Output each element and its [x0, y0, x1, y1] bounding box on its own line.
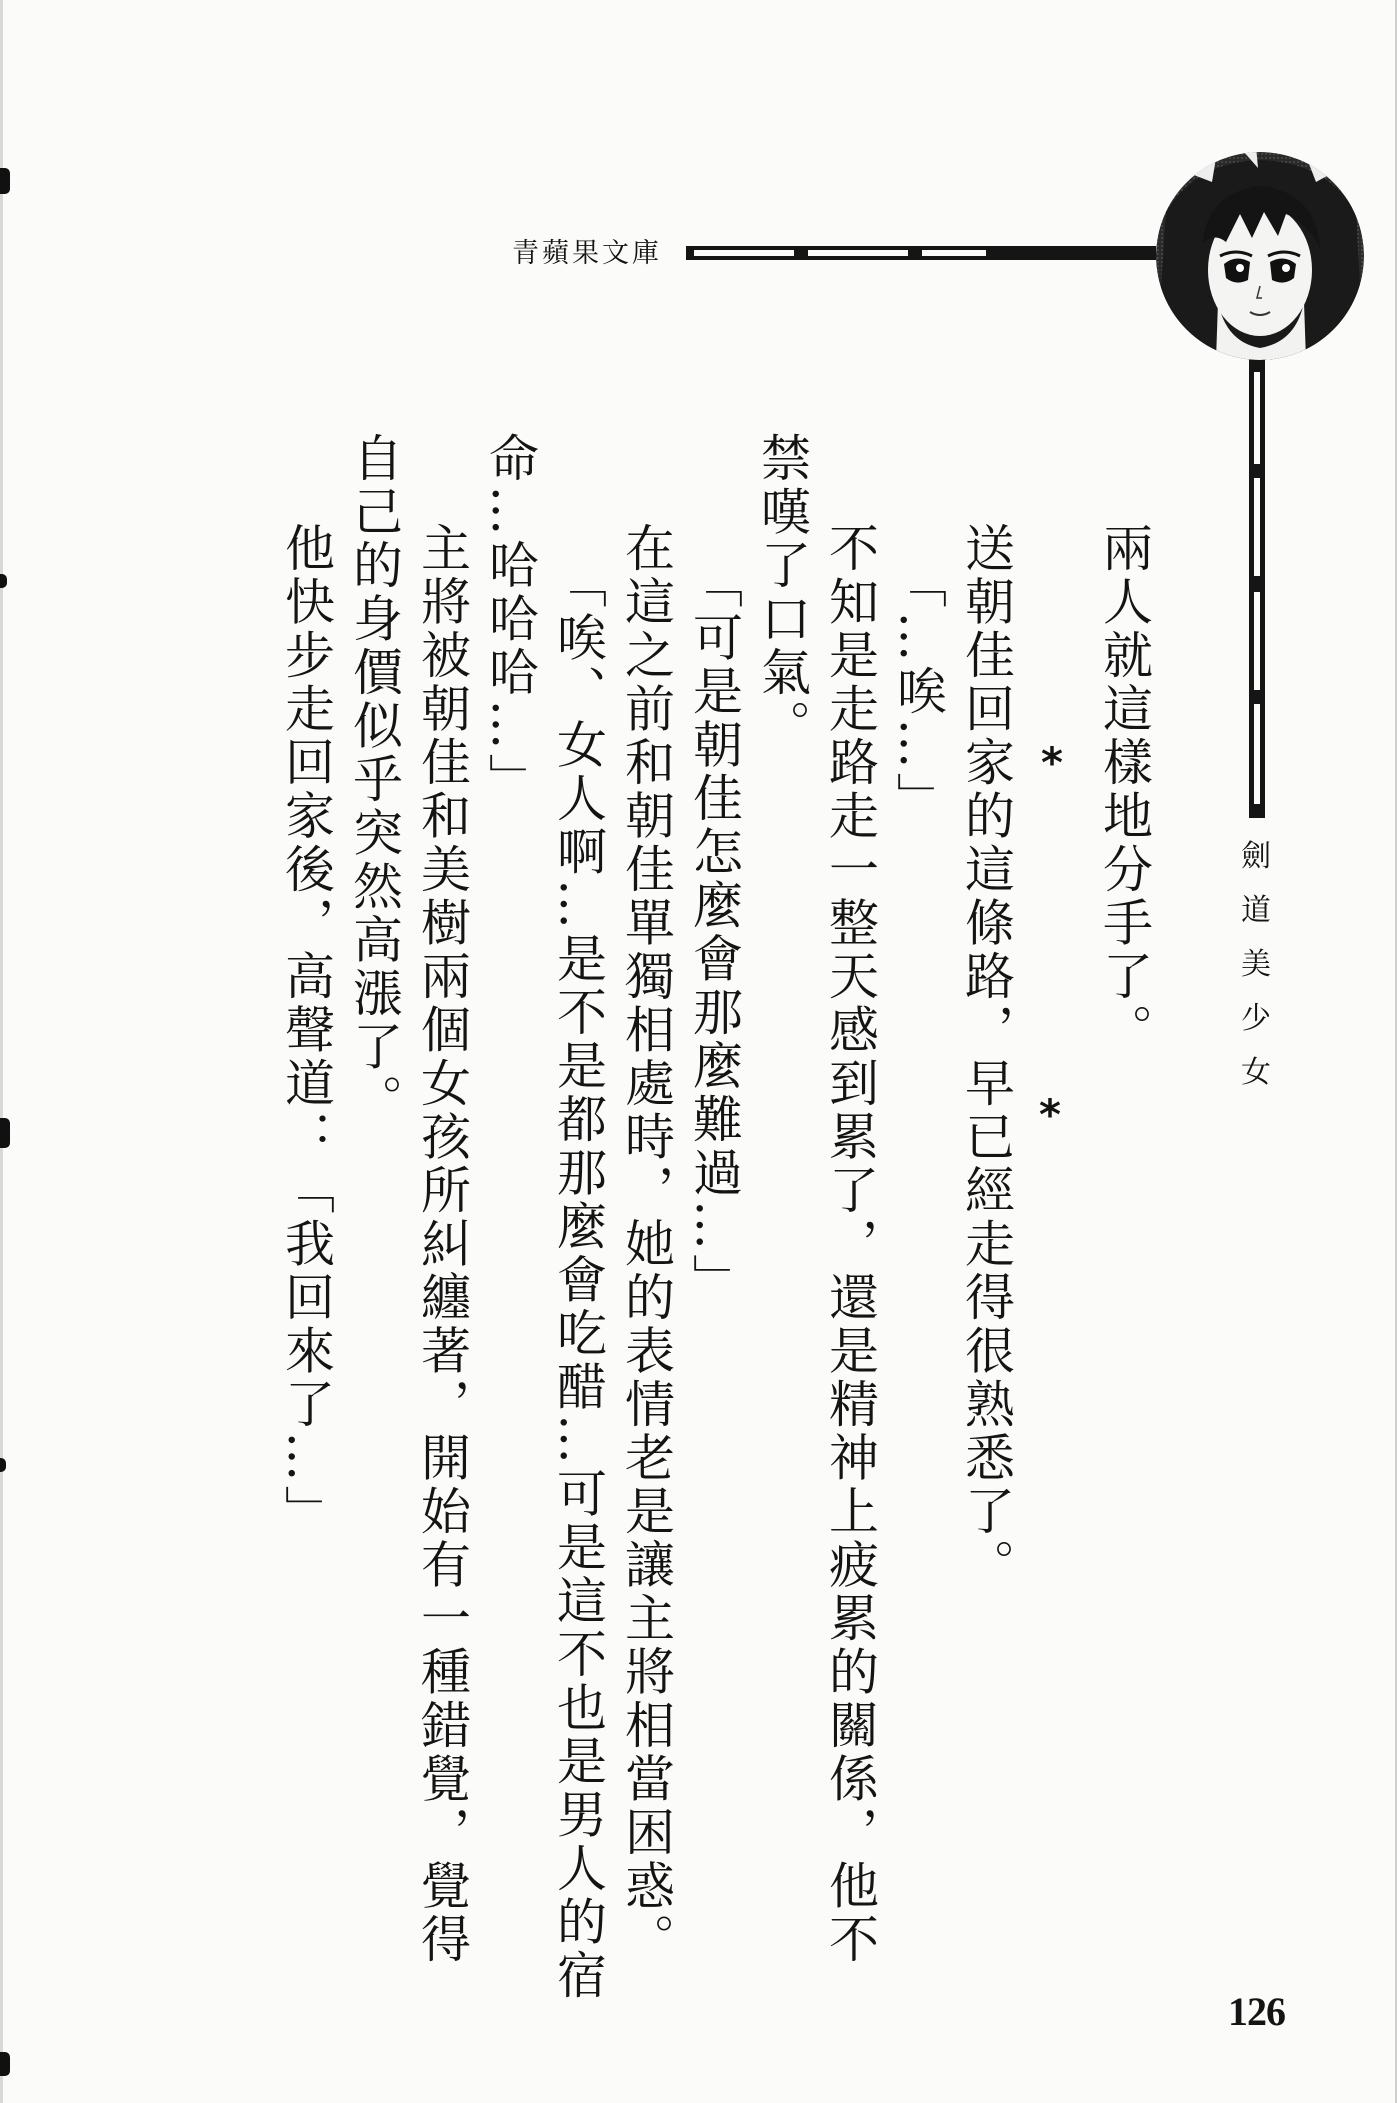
series-title: 青蘋果文庫: [512, 238, 662, 269]
text-column: 命…哈哈哈…」: [481, 432, 539, 807]
scan-edge-mark: [0, 574, 7, 588]
text-column: 「…唉…」: [889, 558, 947, 826]
scan-edge-mark: [0, 1458, 6, 1472]
scan-edge-mark: [0, 168, 10, 194]
text-column: 兩人就這樣地分手了。: [1095, 522, 1153, 1057]
book-title-char: 少: [1241, 1001, 1271, 1036]
scan-edge-mark: [0, 2052, 10, 2076]
side-rule-gap: [1254, 704, 1260, 804]
text-column: 「唉、女人啊…是不是都那麼會吃醋…可是這不也是男人的宿: [549, 558, 607, 2003]
text-column: 禁嘆了口氣。: [753, 432, 811, 753]
header-rule-gap: [808, 250, 908, 256]
scan-edge-mark: [0, 1118, 10, 1148]
text-column: 不知是走路走一整天感到累了，還是精神上疲累的關係，他不: [821, 522, 879, 1967]
book-title: [1228, 830, 1284, 1100]
scene-break-asterisk: *: [1041, 738, 1063, 787]
side-rule-gap: [1254, 592, 1260, 690]
header-rule-gap: [922, 250, 986, 256]
text-column: 他快步走回家後，高聲道：「我回來了…」: [277, 522, 335, 1539]
scene-break-asterisk: *: [1039, 1090, 1061, 1139]
text-column: 主將被朝佳和美樹兩個女孩所糾纏著，開始有一種錯覺，覺得: [413, 522, 471, 1967]
side-rule-gap: [1254, 372, 1260, 464]
book-title-char: 劍: [1241, 839, 1271, 874]
side-rule-gap: [1254, 478, 1260, 576]
page-number: 126: [1228, 1989, 1285, 2034]
text-column: 在這之前和朝佳單獨相處時，她的表情老是讓主將相當困惑。: [617, 522, 675, 1967]
text-column: 「可是朝佳怎麼會那麼難過…」: [685, 558, 743, 1307]
header-rule-gap: [694, 250, 794, 256]
text-column: 送朝佳回家的這條路，早已經走得很熟悉了。: [957, 522, 1015, 1592]
book-title-char: 女: [1241, 1055, 1271, 1090]
book-title-char: 美: [1241, 947, 1271, 982]
portrait-illustration: [1156, 152, 1364, 360]
text-column: 自己的身價似乎突然高漲了。: [345, 432, 403, 1128]
character-portrait: [1156, 152, 1364, 360]
book-title-char: 道: [1241, 893, 1271, 928]
scan-edge-shadow: [0, 0, 3, 2103]
